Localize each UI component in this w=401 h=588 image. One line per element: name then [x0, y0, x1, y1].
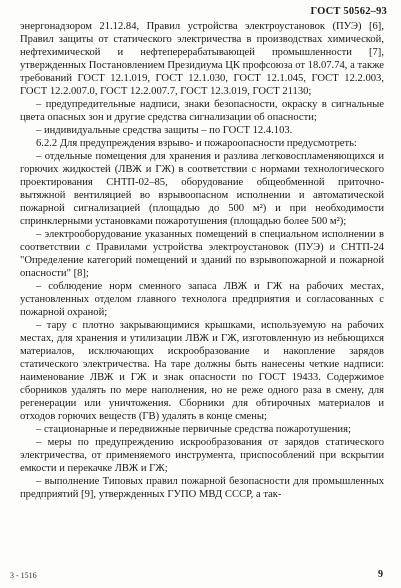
paragraph-containers: – тару с плотно закрывающимися крышками, используемую на рабочих местах, для хранения и утилизации ЛВЖ и ГЖ, изготовленную из небьющихся материалов, исключающих искрообразование и накопление зарядов статического электричества. На таре должны быть нанесены четкие надписи: наименование ЛВЖ и ГЖ и знак опасности по ГОСТ 19433. Содержимое сборников удалять по мере наполнения, но не реже одного раза в смену, для регенерации или уничтожения. Сборники для обтирочных материалов и отходов горючих веществ (ГВ) удалять в конце смены; [20, 320, 384, 422]
paragraph-fire-safety-rules: – выполнение Типовых правил пожарной безопасности для промышленных предприятий [9], утвержденных ГУПО МВД СССР, а так- [20, 476, 384, 500]
paragraph-ppe: – индивидуальные средства защиты – по ГОСТ 12.4.103. [36, 125, 293, 136]
paragraph-fire-extinguishing: – стационарные и передвижные первичные средства пожаротушения; [36, 424, 351, 435]
paragraph-warning-signs: – предупредительные надписи, знаки безопасности, окраску в сигнальные цвета опасных зон и другие средства сигнализации об опасности; [20, 99, 384, 123]
paragraph-continuation: энергонадзором 21.12.84, Правил устройства электроустановок (ПУЭ) [6], Правил защиты от статического электричества в производствах химической, нефтехимической и нефтеперерабатывающей промышленности [7], утвержденных Постановлением Президиума ЦК профсоюза от 18.07.74, а также требований ГОСТ 12.1.019, ГОСТ 12.1.030, ГОСТ 12.1.045, ГОСТ 12.2.003, ГОСТ 12.2.007.0, ГОСТ 12.2.007.7, ГОСТ 12.3.019, ГОСТ 21130; [20, 21, 384, 97]
paragraph-spark-prevention: – меры по предупреждению искрообразования от зарядов статического электричества, от применяемого инструмента, приспособлений при вскрытии емкости и перекачке ЛВЖ и ГЖ; [20, 437, 384, 474]
document-body [20, 20, 384, 501]
page-number: 9 [378, 569, 383, 580]
paragraph-separate-rooms: – отдельные помещения для хранения и разлива легковоспламеняющихся и горючих жидкостей (ЛВЖ и ГЖ) в соответствии с нормами технологического проектирования СНТП-02–85, оборудование общеобменной приточно-вытяжной вентиляцией во взрывоопасном исполнении и автоматической пожарной сигнализацией (площадью до 500 м²) и при необходимости спринклерными установками пожаротушения (площадью более 500 м²); [20, 151, 384, 227]
paragraph-6-2-2: 6.2.2 Для предупреждения взрыво- и пожароопасности предусмотреть: [36, 138, 357, 149]
document-header-id: ГОСТ 50562–93 [310, 6, 387, 17]
paragraph-electrical-equipment: – электрооборудование указанных помещений в специальном исполнении в соответствии с Правилами устройства электроустановок (ПУЭ) и СНТП-24 "Определение категорий помещений и зданий по взрывопожарной и пожарной опасности" [8]; [20, 229, 384, 279]
paragraph-shift-stock: – соблюдение норм сменного запаса ЛВЖ и ГЖ на рабочих местах, установленных отделом главного технолога предприятия и согласованных с пожарной охраной; [20, 281, 384, 318]
print-mark: 3 - 1516 [10, 571, 37, 580]
